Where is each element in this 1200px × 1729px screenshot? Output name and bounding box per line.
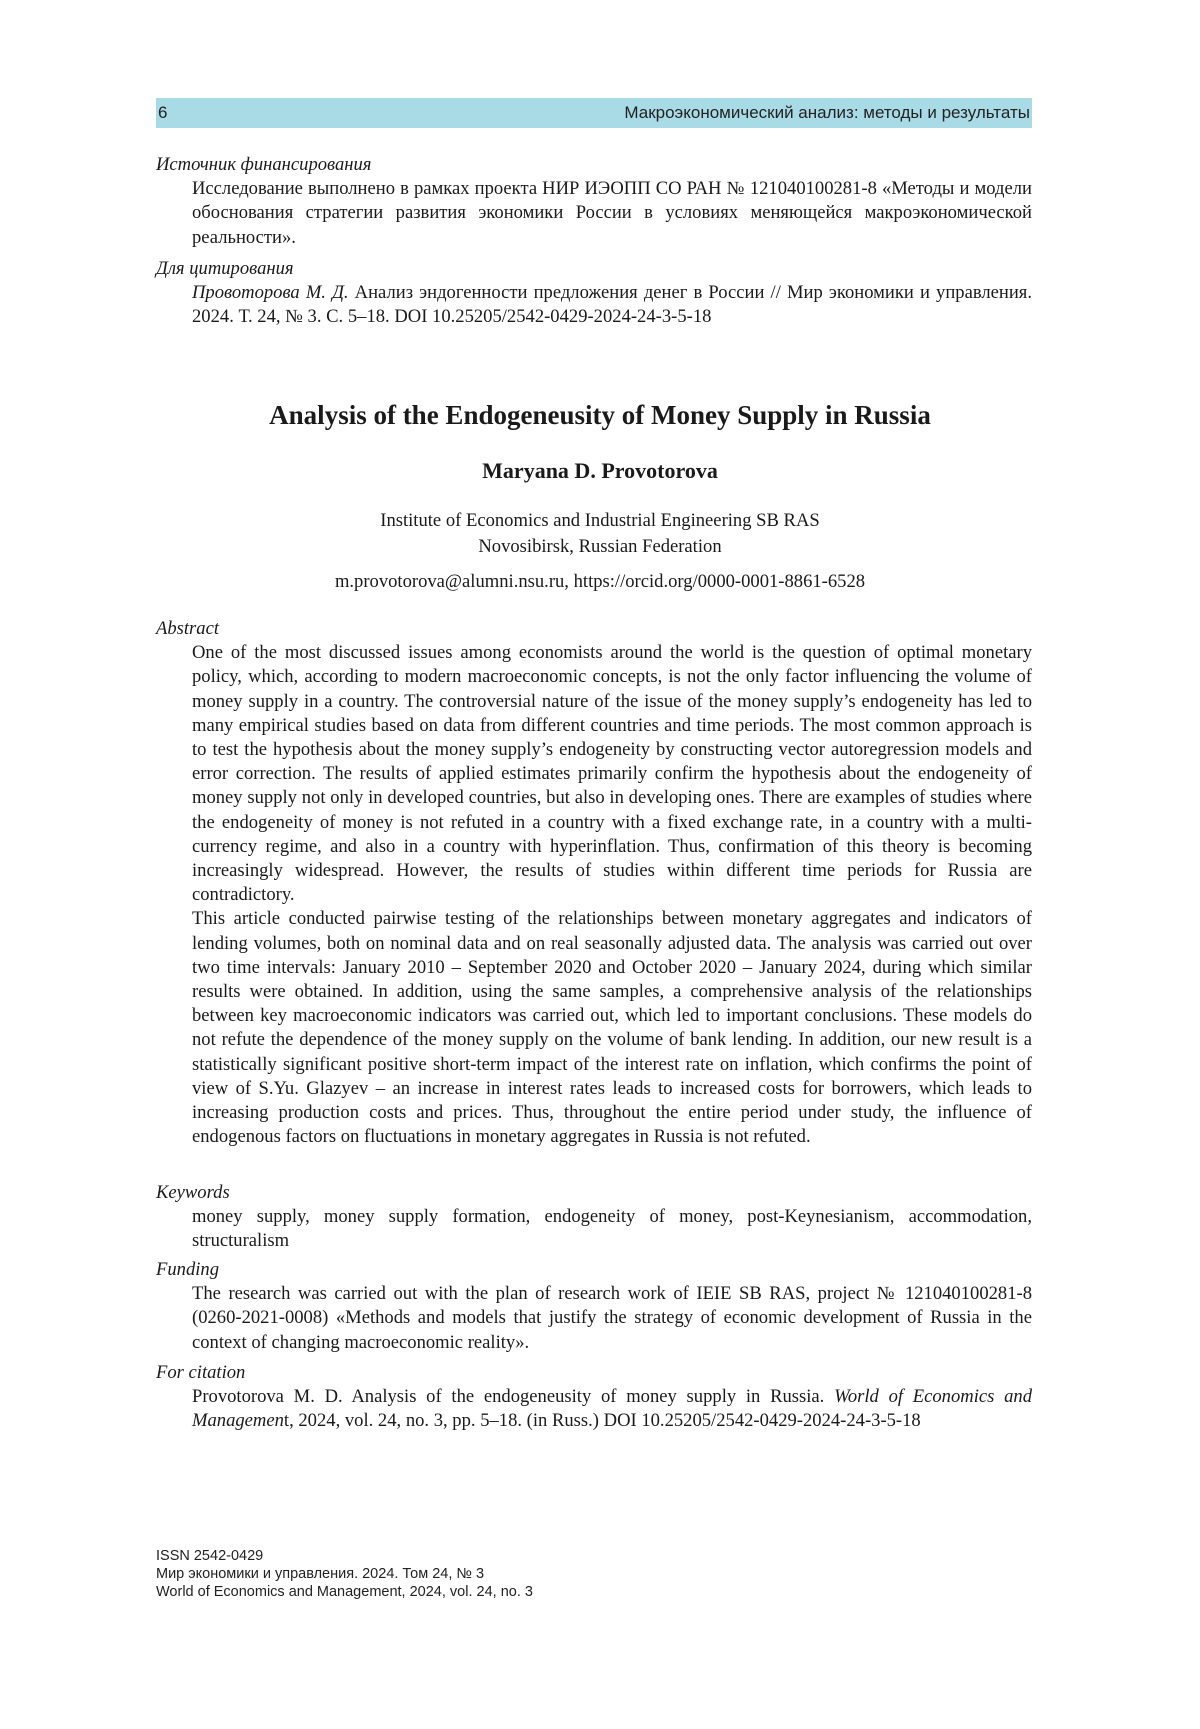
funding-ru-section: [156, 153, 1032, 250]
footer-issn: ISSN 2542-0429: [156, 1548, 264, 1564]
keywords-section: [156, 1181, 1032, 1254]
affiliation: Institute of Economics and Industrial Engineering SB RAS: [380, 510, 820, 531]
abstract-label: Abstract: [156, 618, 220, 639]
funding-en-section: [156, 1258, 1032, 1355]
page-number: 6: [158, 103, 168, 122]
funding-ru-text: Исследование выполнено в рамках проекта НИР ИЭОПП СО РАН № 121040100281-8 «Методы и модели обоснования стратегии развития экономики России в условиях меняющейся макроэкономической реальности».: [192, 178, 1032, 248]
article-title: Analysis of the Endogeneusity of Money Supply in Russia: [269, 400, 931, 430]
keywords-text: money supply, money supply formation, endogeneity of money, post-Keynesianism, accommodation, structuralism: [192, 1206, 1032, 1252]
citation-ru-author: Провоторова М. Д.: [192, 282, 349, 304]
running-title: Макроэкономический анализ: методы и результаты: [624, 103, 1030, 122]
citation-en-label: For citation: [156, 1362, 246, 1383]
citation-en-section: [156, 1361, 1032, 1434]
citation-ru-text: [192, 281, 1032, 329]
page-footer: [156, 1547, 533, 1601]
abstract-paragraph-1: One of the most discussed issues among economists around the world is the question of optimal monetary policy, which, according to modern macroeconomic concepts, is not the only factor influencing the volume of money supply in a country. The controversial nature of the issue of the money supply’s endogeneity has led to many empirical studies based on data from different countries and time periods. The most common approach is to test the hypothesis about the money supply’s endogeneity by constructing vector autoregression models and error correction. The results of applied estimates primarily confirm the hypothesis about the endogeneity of money supply not only in developed countries, but also in developing ones. There are examples of studies where the endogeneity of money is not refuted in a country with a fixed exchange rate, in a country with a multi-currency regime, and also in a country with hyperinflation. Thus, confirmation of this theory is becoming increasingly widespread. However, the results of studies within different time periods for Russia are contradictory.: [192, 642, 1032, 906]
article-author: Maryana D. Provotorova: [482, 458, 718, 483]
funding-ru-label: Источник финансирования: [156, 154, 372, 175]
keywords-label: Keywords: [156, 1182, 230, 1203]
funding-en-text: The research was carried out with the plan of research work of IEIE SB RAS, project № 121040100281-8 (0260-2021-0008) «Methods and models that justify the strategy of economic development of Russia in the context of changing macroeconomic reality».: [192, 1283, 1032, 1353]
footer-journal-ru: Мир экономики и управления. 2024. Том 24, № 3: [156, 1566, 485, 1582]
abstract-section: [156, 617, 1032, 1149]
author-contact: m.provotorova@alumni.nsu.ru, https://orcid.org/0000-0001-8861-6528: [334, 571, 866, 592]
affiliation-block: [0, 508, 1200, 560]
citation-en-text: [192, 1385, 1032, 1433]
citation-en-prefix: Provotorova M. D. Analysis of the endogeneusity of money supply in Russia.: [192, 1386, 835, 1408]
running-header: [156, 98, 1032, 128]
citation-ru-body: Анализ эндогенности предложения денег в России // Мир экономики и управления. 2024. Т. 24, № 3. С. 5–18. DOI 10.25205/2542-0429-2024-24-3-5-18: [192, 282, 1032, 328]
citation-ru-label: Для цитирования: [156, 258, 294, 279]
footer-journal-en: World of Economics and Management, 2024, vol. 24, no. 3: [156, 1584, 533, 1600]
abstract-paragraph-2: This article conducted pairwise testing of the relationships between monetary aggregates and indicators of lending volumes, both on nominal data and on real seasonally adjusted data. The analysis was carried out over two time intervals: January 2010 – September 2020 and October 2020 – January 2024, during which similar results were obtained. In addition, using the same samples, a comprehensive analysis of the relationships between key macroeconomic indicators was carried out, which led to important conclusions. These models do not refute the dependence of the money supply on the volume of bank lending. In addition, our new result is a statistically significant positive short-term impact of the interest rate on inflation, which confirms the point of view of S.Yu. Glazyev – an increase in interest rates leads to increased costs for borrowers, which leads to increasing production costs and prices. Thus, throughout the entire period under study, the influence of endogenous factors on fluctuations in monetary aggregates in Russia is not refuted.: [192, 908, 1032, 1148]
citation-ru-section: [156, 257, 1032, 330]
citation-en-suffix: t, 2024, vol. 24, no. 3, pp. 5–18. (in Russ.) DOI 10.25205/2542-0429-2024-24-3-5-18: [283, 1410, 921, 1432]
funding-en-label: Funding: [156, 1259, 220, 1280]
citation-en-journal: World of Economics and Managemen: [192, 1386, 1032, 1432]
location: Novosibirsk, Russian Federation: [478, 536, 722, 557]
